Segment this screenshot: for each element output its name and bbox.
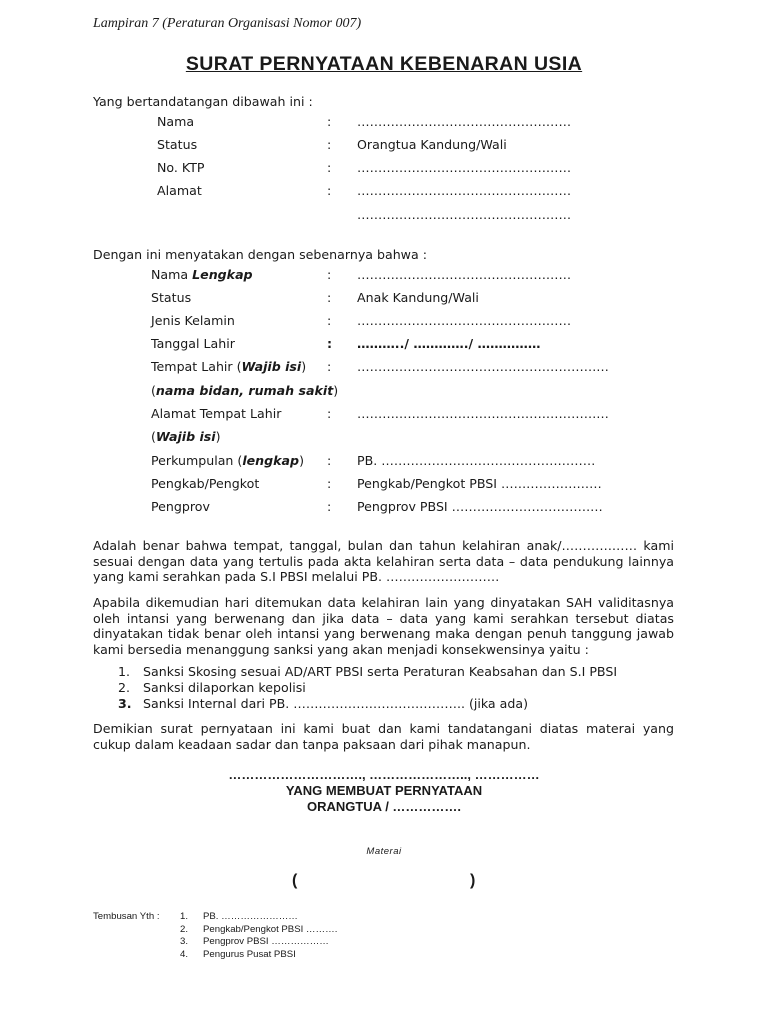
parent-address-line2: …………………………………………… [357, 207, 572, 222]
colon: : [327, 183, 332, 198]
colon: : [327, 114, 332, 129]
place-date-line: …………………………., ………………….., …………… [228, 767, 540, 782]
parent-ktp-label: No. KTP [157, 160, 205, 175]
signature-paren-open: ( [292, 872, 298, 889]
child-status-value: Anak Kandung/Wali [357, 290, 479, 305]
consequence-paragraph: Apabila dikemudian hari ditemukan data kelahiran lain yang dinyatakan SAH validitasnya oleh intansi yang berwenang dan jika data – data yang kami serahkan tersebut diatas dinyatakan tidak benar oleh intansi yang berwenang maka dengan penuh tanggung jawab kami bersedia menanggung sanksi yang akan menjadi konsekwensinya yaitu : [93, 595, 674, 657]
colon: : [327, 453, 332, 468]
section2-intro: Dengan ini menyatakan dengan sebenarnya bahwa : [93, 247, 427, 262]
colon: : [327, 137, 332, 152]
colon: : [327, 290, 332, 305]
cc-list [180, 911, 337, 961]
colon: : [327, 499, 332, 514]
club-label: Perkumpulan (lengkap) [151, 453, 304, 468]
birth-place-hint: (nama bidan, rumah sakit) [151, 383, 339, 398]
parent-address-value: …………………………………………… [357, 183, 572, 198]
list-item: 1. PB. …………………… [180, 911, 298, 922]
sanction-list [118, 664, 617, 712]
birth-address-label: Alamat Tempat Lahir [151, 406, 282, 421]
birth-address-hint: (Wajib isi) [151, 429, 221, 444]
child-status-label: Status [151, 290, 192, 305]
parent-name-label: Nama [157, 114, 195, 129]
document-title: SURAT PERNYATAAN KEBENARAN USIA [185, 53, 583, 75]
gender-label: Jenis Kelamin [151, 313, 235, 328]
cc-label: Tembusan Yth : [93, 911, 160, 922]
birth-date-label: Tanggal Lahir [151, 336, 235, 351]
pengkab-value: Pengkab/Pengkot PBSI …………………… [357, 476, 602, 491]
stamp-duty-placeholder: Materai [366, 846, 402, 857]
list-item: 4. Pengurus Pusat PBSI [180, 948, 296, 960]
parent-address-label: Alamat [157, 183, 202, 198]
birth-place-value: …………………………………………………… [357, 359, 609, 374]
colon: : [327, 476, 332, 491]
parent-name-value: …………………………………………… [357, 114, 572, 129]
pengprov-label: Pengprov [151, 499, 210, 514]
list-item: 2. Sanksi dilaporkan kepolisi [118, 680, 306, 695]
list-item: 2. Pengkab/Pengkot PBSI ………. [180, 923, 338, 935]
colon: : [327, 313, 332, 328]
maker-role: ORANGTUA / ……………. [306, 799, 462, 814]
pengkab-label: Pengkab/Pengkot [151, 476, 260, 491]
child-name-label: Nama Lengkap [151, 267, 253, 282]
child-name-value: …………………………………………… [357, 267, 572, 282]
list-item: 3. Pengprov PBSI ……………… [180, 936, 329, 948]
club-value: PB. …………………………………………… [357, 453, 596, 468]
birth-date-value: ………../ …………./ …………… [357, 336, 541, 351]
parent-ktp-value: …………………………………………… [357, 160, 572, 175]
list-item: 3. Sanksi Internal dari PB. ………………………………….. (jika ada) [118, 696, 528, 711]
colon: : [327, 336, 333, 351]
closing-paragraph: Demikian surat pernyataan ini kami buat dan kami tandatangani diatas materai yang cukup dalam keadaan sadar dan tanpa paksaan dari pihak manapun. [93, 721, 674, 752]
parent-status-value: Orangtua Kandung/Wali [357, 137, 507, 152]
colon: : [327, 160, 332, 175]
colon: : [327, 359, 332, 374]
colon: : [327, 406, 332, 421]
birth-place-label: Tempat Lahir (Wajib isi) [151, 359, 307, 374]
birth-address-value: …………………………………………………… [357, 406, 609, 421]
list-item: 1. Sanksi Skosing sesuai AD/ART PBSI serta Peraturan Keabsahan dan S.I PBSI [118, 664, 618, 679]
signature-paren-close: ) [470, 872, 476, 889]
parent-status-label: Status [157, 137, 198, 152]
statement-paragraph: Adalah benar bahwa tempat, tanggal, bulan dan tahun kelahiran anak/……………… kami sesuai dengan data yang tertulis pada akta kelahiran serta data – data pendukung lainnya yang kami serahkan pada S.I PBSI melalui PB. ……………………… [93, 538, 674, 585]
section1-intro: Yang bertandatangan dibawah ini : [93, 94, 313, 109]
gender-value: …………………………………………… [357, 313, 572, 328]
attachment-reference: Lampiran 7 (Peraturan Organisasi Nomor 007) [93, 16, 362, 31]
colon: : [327, 267, 332, 282]
maker-heading: YANG MEMBUAT PERNYATAAN [285, 783, 483, 798]
pengprov-value: Pengprov PBSI ……………………………… [357, 499, 603, 514]
